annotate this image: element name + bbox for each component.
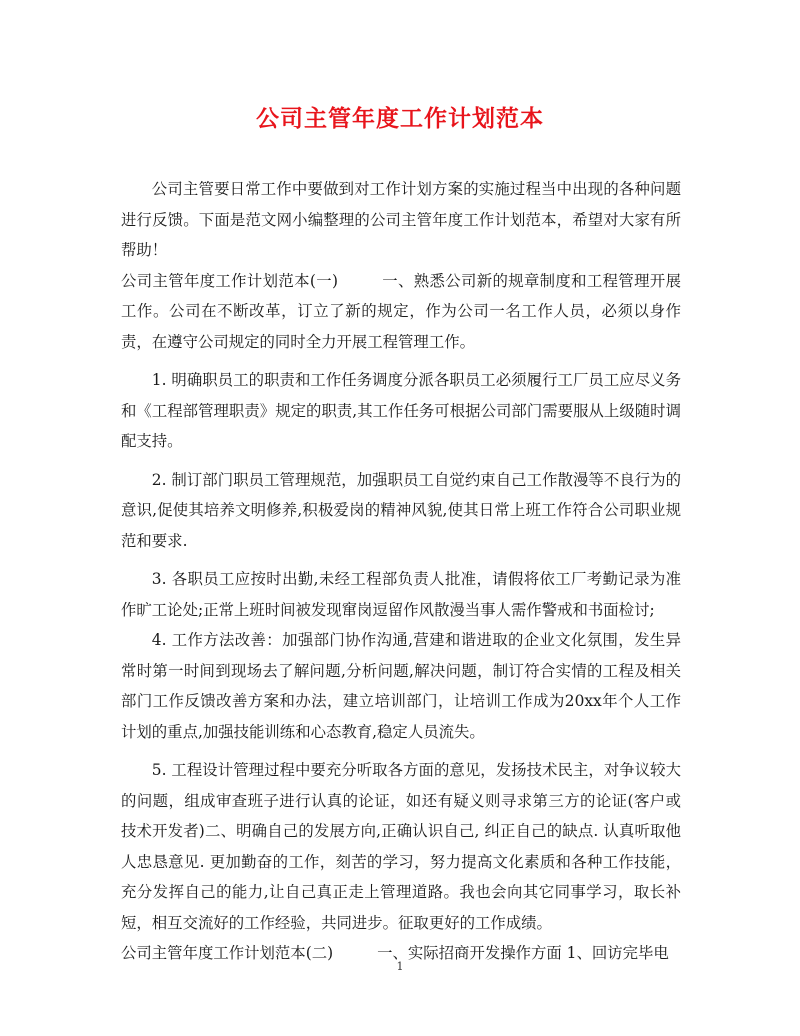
list-item-3: 3. 各职员工应按时出勤,未经工程部负责人批准，请假将依工厂考勤记录为准作旷工论处;正常上班时间被发现窜岗逗留作风散漫当事人需作警戒和书面检讨; — [121, 570, 681, 619]
list-item-1: 1. 明确职员工的职责和工作任务调度分派各职员工必须履行工厂员工应尽义务和《工程部管理职责》规定的职责,其工作任务可根据公司部门需要服从上级随时调配支持。 — [121, 371, 681, 450]
document-title: 公司主管年度工作计划范本 — [256, 105, 544, 132]
intro-paragraph: 公司主管要日常工作中要做到对工作计划方案的实施过程当中出现的各种问题进行反馈。下面是范文网小编整理的公司主管年度工作计划范本，希望对大家有所帮助！ — [121, 180, 681, 259]
section1-text: 一、熟悉公司新的规章制度和工程管理开展工作。公司在不断改革，订立了新的规定，作为公司一名工作人员，必须以身作责，在遵守公司规定的同时全力开展工程管理工作。 — [121, 271, 681, 351]
section1-paragraph — [121, 266, 681, 358]
section2-heading: 公司主管年度工作计划范本(二) — [121, 944, 334, 962]
page-number: 1 — [396, 960, 404, 973]
document-body — [121, 174, 681, 969]
section1-heading: 公司主管年度工作计划范本(一) — [121, 271, 338, 290]
list-item-4: 4. 工作方法改善：加强部门协作沟通,营建和谐进取的企业文化氛围，发生异常时第一时间到现场去了解问题,分析问题,解决问题，制订符合实情的工程及相关部门工作反馈改善方案和办法，建立培训部门，让培训工作成为20xx年个人工作计划的重点,加强技能训练和心态教育,稳定人员流失。 — [121, 631, 681, 741]
section2-text: 一、实际招商开发操作方面 1、回访完毕电 — [377, 944, 669, 962]
list-item-5: 5. 工程设计管理过程中要充分听取各方面的意见，发扬技术民主，对争议较大的问题，组成审查班子进行认真的论证，如还有疑义则寻求第三方的论证(客户或技术开发者)二、明确自己的发展方向,正确认识自己, 纠正自己的缺点. 认真听取他人忠恳意见. 更加勤奋的工作，刻苦的学习，努力提高文化素质和各种工作技能，充分发挥自己的能力,让自己真正走上管理道路。我也会向其它同事学习，取长补短，相互交流好的工作经验，共同进步。征取更好的工作成绩。 — [121, 761, 681, 932]
list-item-2: 2. 制订部门职员工管理规范，加强职员工自觉约束自己工作散漫等不良行为的意识,促使其培养文明修养,积极爱岗的精神风貌,使其日常上班工作符合公司职业规范和要求. — [121, 470, 681, 550]
